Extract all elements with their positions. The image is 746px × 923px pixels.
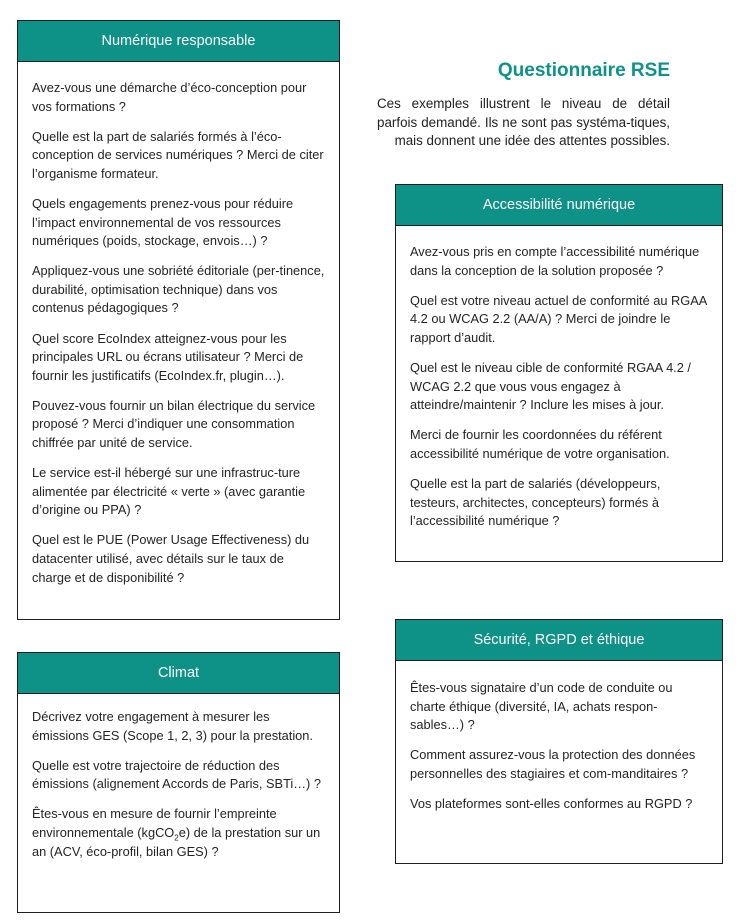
securite-box — [395, 619, 723, 864]
question: Avez-vous une démarche d’éco-conception pour vos formations ? — [32, 80, 307, 114]
numerique-questions — [18, 62, 339, 597]
accessibilite-box — [395, 184, 723, 562]
question: Avez-vous pris en compte l’accessibilité numérique dans la conception de la solution proposée ? — [410, 244, 700, 278]
accessibilite-title: Accessibilité numérique — [396, 185, 722, 226]
climat-box — [17, 652, 340, 913]
securite-questions — [396, 661, 722, 824]
question: Quel score EcoIndex atteignez-vous pour les principales URL ou écrans utilisateur ? Merci de fournir les justificatifs (EcoIndex.fr, plugin…). — [32, 330, 304, 383]
question: Merci de fournir les coordonnées du référent accessibilité numérique de votre organisation. — [410, 427, 670, 461]
question: Quelle est la part de salariés formés à l’éco-conception de services numériques ? Merci de citer l’organisme formateur. — [32, 128, 324, 181]
question: Décrivez votre engagement à mesurer les émissions GES (Scope 1, 2, 3) pour la prestation. — [32, 709, 313, 743]
accessibilite-questions — [396, 226, 722, 541]
question: Pouvez-vous fournir un bilan électrique du service proposé ? Merci d’indiquer une consommation chiffrée par unité de service. — [32, 397, 316, 450]
co2-subscript: 2 — [174, 833, 179, 843]
question: Quel est votre niveau actuel de conformité au RGAA 4.2 ou WCAG 2.2 (AA/A) ? Merci de joindre le rapport d’audit. — [410, 292, 707, 345]
question: Quelle est votre trajectoire de réduction des émissions (alignement Accords de Paris, SBTi…) ? — [32, 757, 321, 792]
question: Êtes-vous signataire d’un code de conduite ou charte éthique (diversité, IA, achats respon-sables…) ? — [410, 680, 673, 733]
question: Quel est le PUE (Power Usage Effectiveness) du datacenter utilisé, avec détails sur le taux de charge et de disponibilité ? — [32, 532, 310, 585]
numerique-responsable-title: Numérique responsable — [18, 21, 339, 62]
question-part: e) de la prestation sur un an (ACV, éco-profil, bilan GES) ? — [32, 824, 321, 859]
question: Le service est-il hébergé sur une infrastruc-ture alimentée par électricité « verte » (avec garantie d’origine ou PPA) ? — [32, 465, 306, 518]
climat-title: Climat — [18, 653, 339, 694]
questionnaire-intro: Ces exemples illustrent le niveau de détail parfois demandé. Ils ne sont pas systéma-tiques, mais donnent une idée des attentes possibles. — [377, 96, 670, 149]
securite-title: Sécurité, RGPD et éthique — [396, 620, 722, 661]
question: Comment assurez-vous la protection des données personnelles des stagiaires et com-manditaires ? — [410, 747, 696, 781]
question-co2 — [32, 805, 325, 861]
question: Quel est le niveau cible de conformité RGAA 4.2 / WCAG 2.2 que vous vous engagez à atteindre/maintenir ? Inclure les mises à jour. — [410, 359, 691, 413]
questionnaire-title: Questionnaire RSE — [497, 60, 670, 81]
question-part: Êtes-vous en mesure de fournir l’empreinte environnementale (kgCO — [32, 806, 277, 840]
question: Vos plateformes sont-elles conformes au RGPD ? — [410, 795, 693, 811]
question: Appliquez-vous une sobriété éditoriale (per-tinence, durabilité, optimisation technique) dans vos contenus pédagogiques ? — [32, 263, 325, 316]
climat-questions — [18, 694, 339, 871]
question: Quels engagements prenez-vous pour réduire l’impact environnemental de vos ressources numériques (poids, stockage, envois…) ? — [32, 195, 294, 249]
question: Quelle est la part de salariés (développeurs, testeurs, architectes, concepteurs) formés à l’accessibilité numérique ? — [410, 475, 661, 529]
numerique-responsable-box — [17, 20, 340, 620]
